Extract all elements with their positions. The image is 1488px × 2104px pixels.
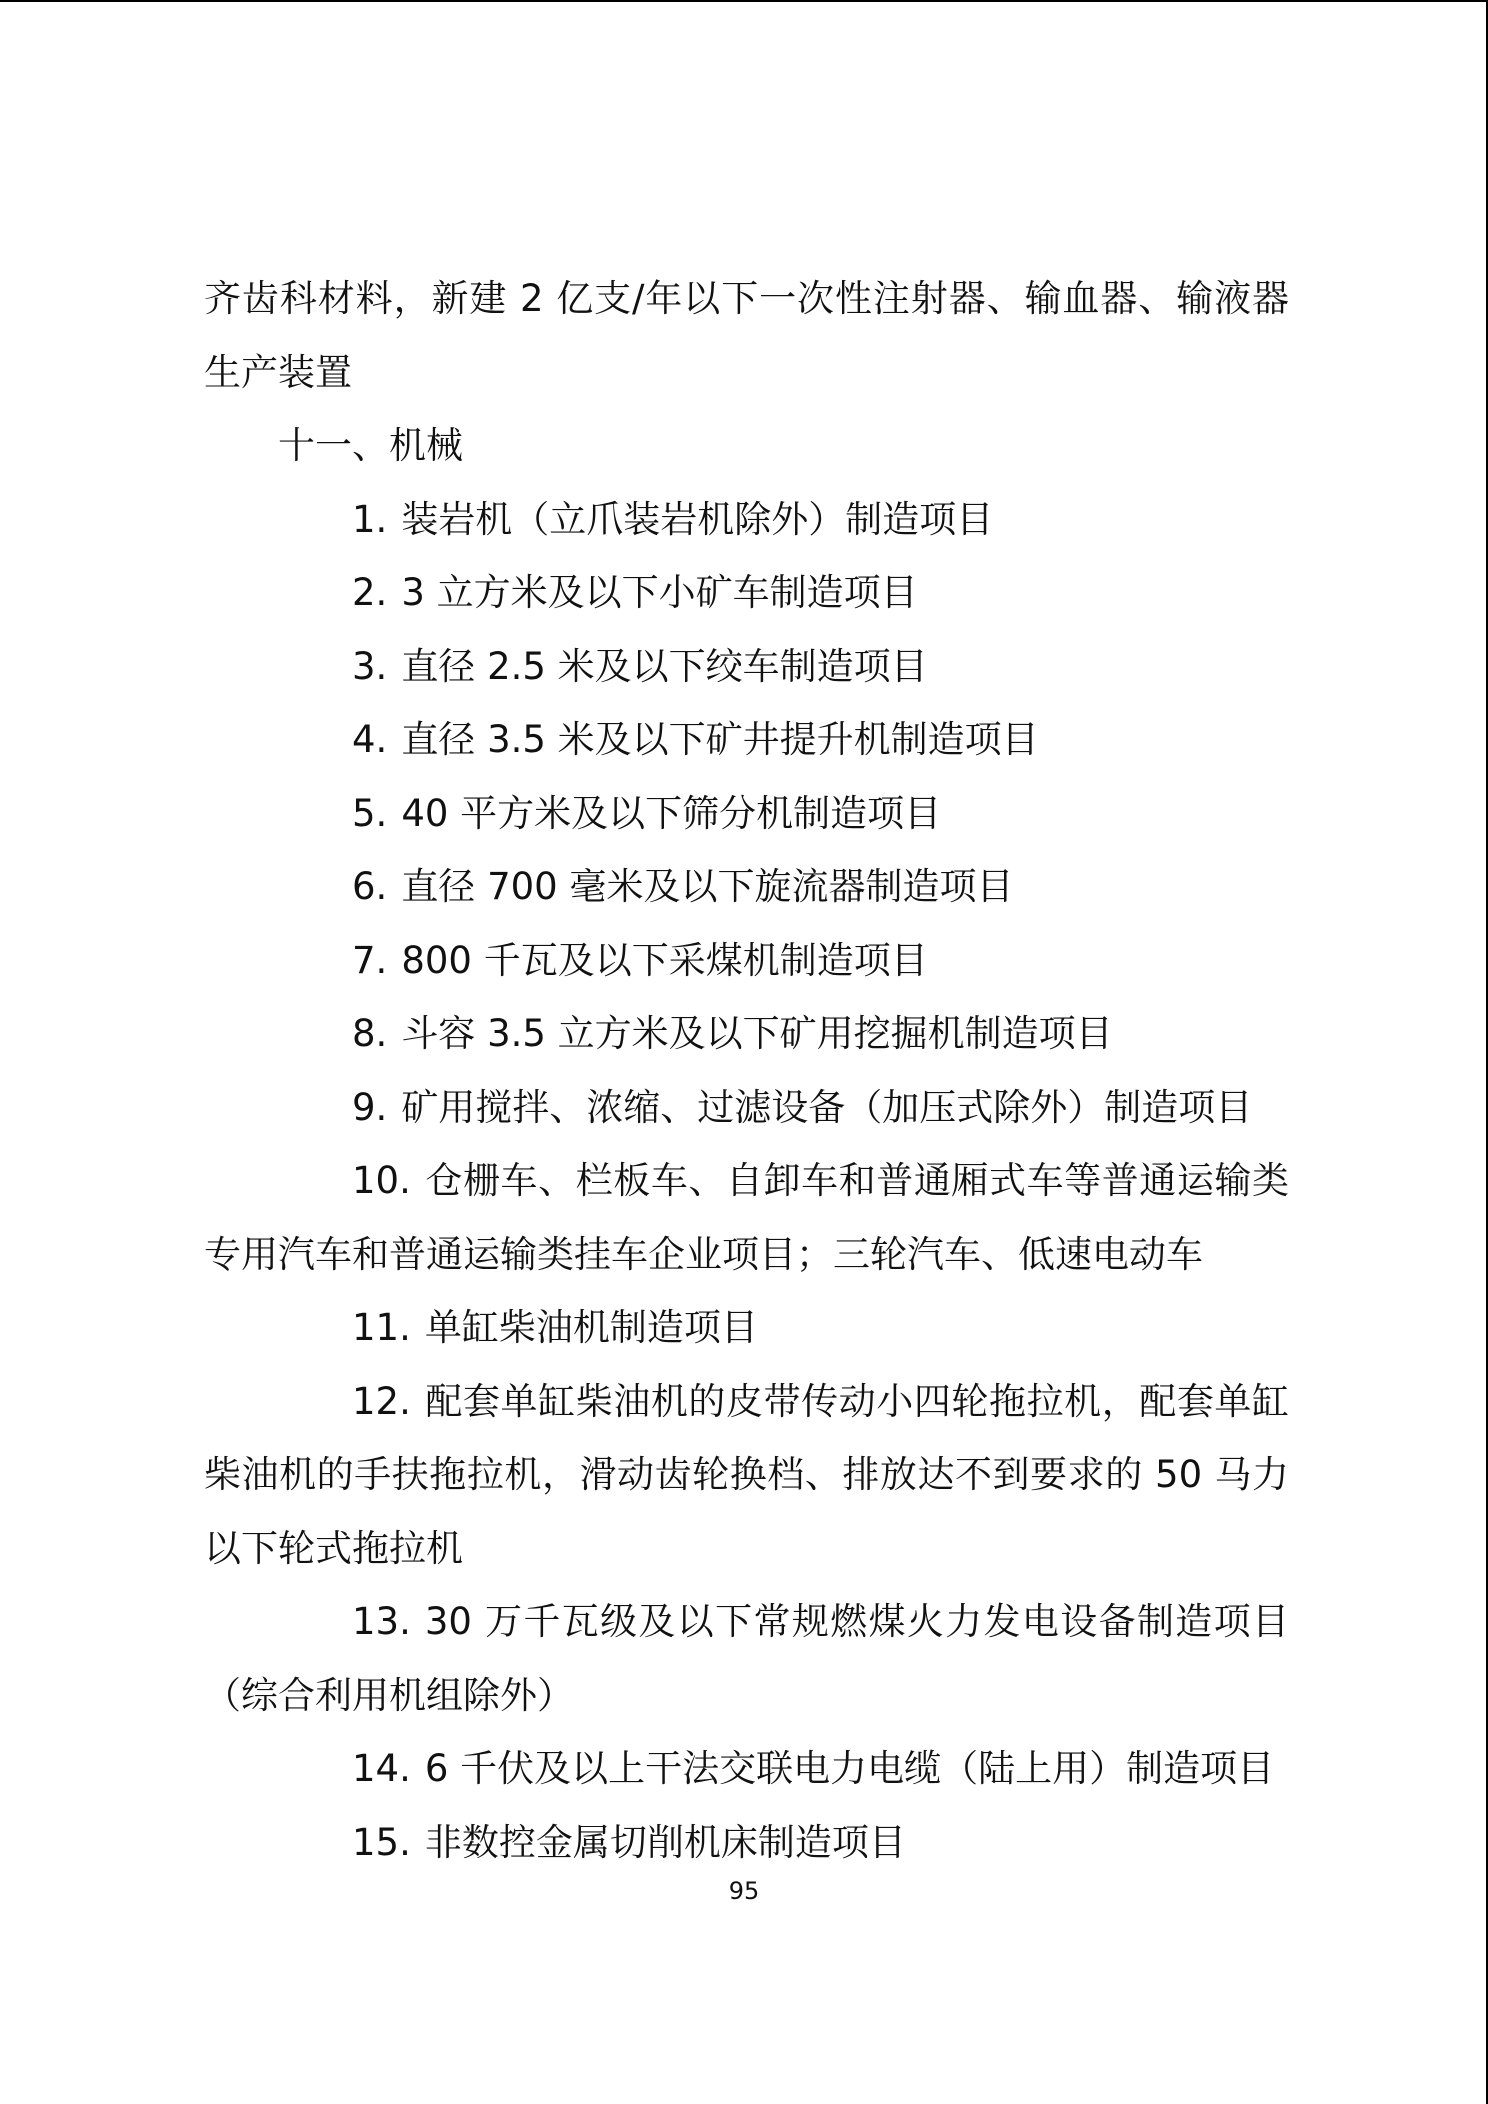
list-item-number: 1. (352, 497, 388, 541)
list-item-number: 8. (352, 1012, 388, 1055)
list-item (204, 1585, 1289, 1732)
list-item-number: 7. (352, 938, 388, 982)
list-item-number: 4. (352, 718, 388, 761)
list-item-text: 斗容 3.5 立方米及以下矿用挖掘机制造项目 (401, 1012, 1113, 1055)
list-item-number: 2. (352, 571, 388, 614)
list-item-number: 13. (352, 1600, 411, 1643)
list-item (204, 997, 1289, 1071)
list-item-text: 单缸柴油机制造项目 (424, 1306, 758, 1349)
list-item (204, 924, 1289, 998)
list-item-text: 装岩机（立爪装岩机除外）制造项目 (401, 497, 994, 541)
list-item-number: 10. (352, 1159, 411, 1202)
list-item (204, 850, 1289, 924)
list-item-number: 15. (352, 1820, 411, 1864)
list-item (204, 483, 1289, 557)
list-item (204, 1806, 1289, 1880)
page-top-border (0, 0, 1488, 2)
list-item-text: 800 千瓦及以下采煤机制造项目 (401, 938, 928, 982)
list-item (204, 1144, 1289, 1291)
list-item (204, 1071, 1289, 1145)
list-item-text: 矿用搅拌、浓缩、过滤设备（加压式除外）制造项目 (401, 1085, 1253, 1129)
list-item-text: 仓栅车、栏板车、自卸车和普通厢式车等普通运输类专用汽车和普通运输类挂车企业项目；三轮汽车、低速电动车 (204, 1159, 1289, 1276)
list-item (204, 556, 1289, 630)
list-item-number: 3. (352, 644, 388, 688)
list-item-text: 非数控金属切削机床制造项目 (424, 1820, 906, 1864)
continuation-paragraph: 齐齿科材料，新建 2 亿支/年以下一次性注射器、输血器、输液器生产装置 (204, 277, 1289, 394)
document-body (204, 262, 1289, 1879)
list-item-number: 11. (352, 1306, 411, 1349)
list-item-text: 直径 700 毫米及以下旋流器制造项目 (401, 865, 1014, 908)
list-item (204, 703, 1289, 777)
list-item-text: 3 立方米及以下小矿车制造项目 (401, 571, 918, 614)
list-item-text: 配套单缸柴油机的皮带传动小四轮拖拉机，配套单缸柴油机的手扶拖拉机，滑动齿轮换档、排放达不到要求的 50 马力以下轮式拖拉机 (204, 1379, 1289, 1570)
list-item-text: 直径 3.5 米及以下矿井提升机制造项目 (401, 718, 1039, 761)
list-item-number: 12. (352, 1379, 411, 1423)
page-number: 95 (728, 1877, 760, 1905)
section-heading: 十一、机械 (278, 424, 463, 467)
list-item-text: 6 千伏及以上干法交联电力电缆（陆上用）制造项目 (424, 1747, 1275, 1790)
list-item-text: 40 平方米及以下筛分机制造项目 (401, 791, 942, 835)
list-item (204, 1365, 1289, 1586)
list-item-number: 6. (352, 865, 388, 908)
list-item (204, 630, 1289, 704)
list-item-text: 直径 2.5 米及以下绞车制造项目 (401, 644, 928, 688)
list-item-number: 9. (352, 1085, 388, 1129)
list-item-text: 30 万千瓦级及以下常规燃煤火力发电设备制造项目（综合利用机组除外） (204, 1600, 1289, 1717)
list-item-number: 14. (352, 1747, 411, 1790)
list-item (204, 1732, 1289, 1806)
list-item (204, 1291, 1289, 1365)
list-item-number: 5. (352, 791, 388, 835)
list-item (204, 777, 1289, 851)
